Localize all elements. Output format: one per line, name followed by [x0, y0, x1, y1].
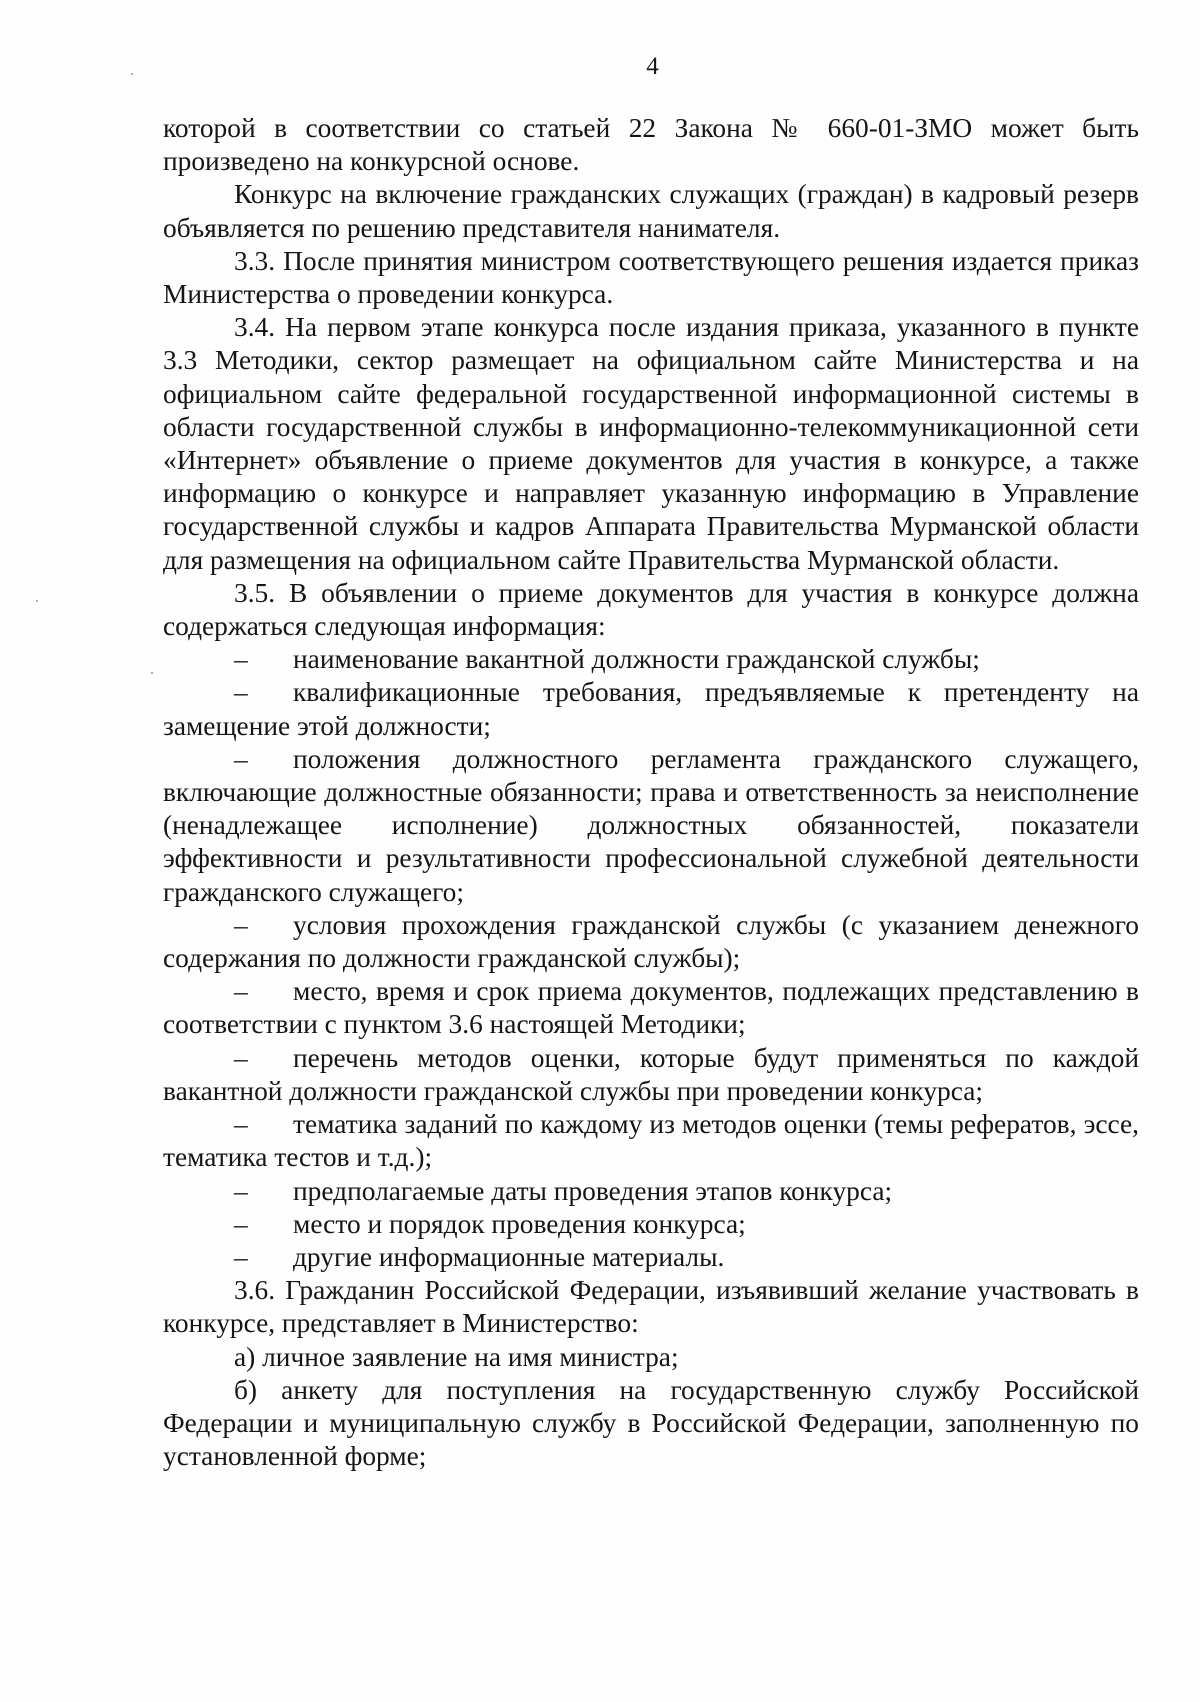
dash-marker: – [234, 1241, 248, 1272]
paragraph-3-6: 3.6. Гражданин Российской Федерации, изъявивший желание участвовать в конкурсе, представляет в Министерство: [163, 1275, 1139, 1339]
dash-marker: – [234, 1109, 248, 1140]
page-number: 4 [646, 53, 659, 80]
paragraph-item-a: а) личное заявление на имя министра; [234, 1341, 679, 1372]
paragraph-competition-reserve: Конкурс на включение гражданских служащих (граждан) в кадровый резерв объявляется по решению представителя нанимателя. [163, 179, 1139, 243]
list-item [163, 1208, 1139, 1241]
dash-marker: – [234, 1208, 248, 1239]
list-item [163, 1241, 1139, 1274]
scan-speck [36, 600, 38, 602]
scan-speck [131, 73, 133, 75]
dash-marker: – [234, 677, 248, 708]
list-item-text: тематика заданий по каждому из методов оценки (темы рефератов, эссе, тематика тестов и т.д.); [163, 1109, 1139, 1173]
list-item [163, 676, 1139, 742]
dash-marker: – [234, 1175, 248, 1206]
list-item-text: место и порядок проведения конкурса; [293, 1208, 746, 1239]
dash-marker: – [234, 909, 248, 940]
dash-marker: – [234, 976, 248, 1007]
paragraph-3-5: 3.5. В объявлении о приеме документов для участия в конкурсе должна содержаться следующая информация: [163, 577, 1139, 642]
list-item-text: наименование вакантной должности гражданской службы; [293, 644, 980, 675]
dash-marker: – [234, 1042, 248, 1073]
list-item [163, 643, 1139, 676]
list-item [163, 1108, 1139, 1174]
list-item [163, 909, 1139, 975]
paragraph-continuation: которой в соответствии со статьей 22 Закона № 660-01-ЗМО может быть произведено на конкурсной основе. [163, 113, 1139, 177]
dash-marker: – [234, 644, 248, 675]
scan-speck [151, 672, 153, 674]
list-item [163, 975, 1139, 1041]
list-item [163, 1175, 1139, 1208]
list-item-text: условия прохождения гражданской службы (с указанием денежного содержания по должности гражданской службы); [163, 909, 1139, 974]
document-body [163, 112, 1139, 1473]
list-item-text: квалификационные требования, предъявляемые к претенденту на замещение этой должности; [163, 677, 1139, 741]
paragraph-3-4: 3.4. На первом этапе конкурса после издания приказа, указанного в пункте 3.3 Методики, сектор размещает на официальном сайте Министерства и на официальном сайте федеральной государственной информационной системы в области государственной службы в информационно-телекоммуникационной сети «Интернет» объявление о приеме документов для участия в конкурсе, а также информацию о конкурсе и направляет указанную информацию в Управление государственной службы и кадров Аппарата Правительства Мурманской области для размещения на официальном сайте Правительства Мурманской области. [163, 312, 1139, 575]
list-item-text: место, время и срок приема документов, подлежащих представлению в соответствии с пунктом 3.6 настоящей Методики; [163, 976, 1139, 1040]
list-item-text: предполагаемые даты проведения этапов конкурса; [293, 1175, 893, 1206]
list-item-text: другие информационные материалы. [293, 1241, 725, 1272]
paragraph-3-3: 3.3. После принятия министром соответствующего решения издается приказ Министерства о проведении конкурса. [163, 245, 1139, 310]
dash-marker: – [234, 743, 248, 774]
list-item [163, 743, 1139, 909]
list-item-text: перечень методов оценки, которые будут применяться по каждой вакантной должности гражданской службы при проведении конкурса; [163, 1042, 1139, 1106]
paragraph-item-b: б) анкету для поступления на государственную службу Российской Федерации и муниципальную службу в Российской Федерации, заполненную по установленной форме; [163, 1374, 1139, 1472]
list-item [163, 1042, 1139, 1108]
list-item-text: положения должностного регламента гражданского служащего, включающие должностные обязанности; права и ответственность за неисполнение (ненадлежащее исполнение) должностных обязанностей, показатели эффективности и результативности профессиональной служебной деятельности гражданского служащего; [163, 743, 1139, 907]
